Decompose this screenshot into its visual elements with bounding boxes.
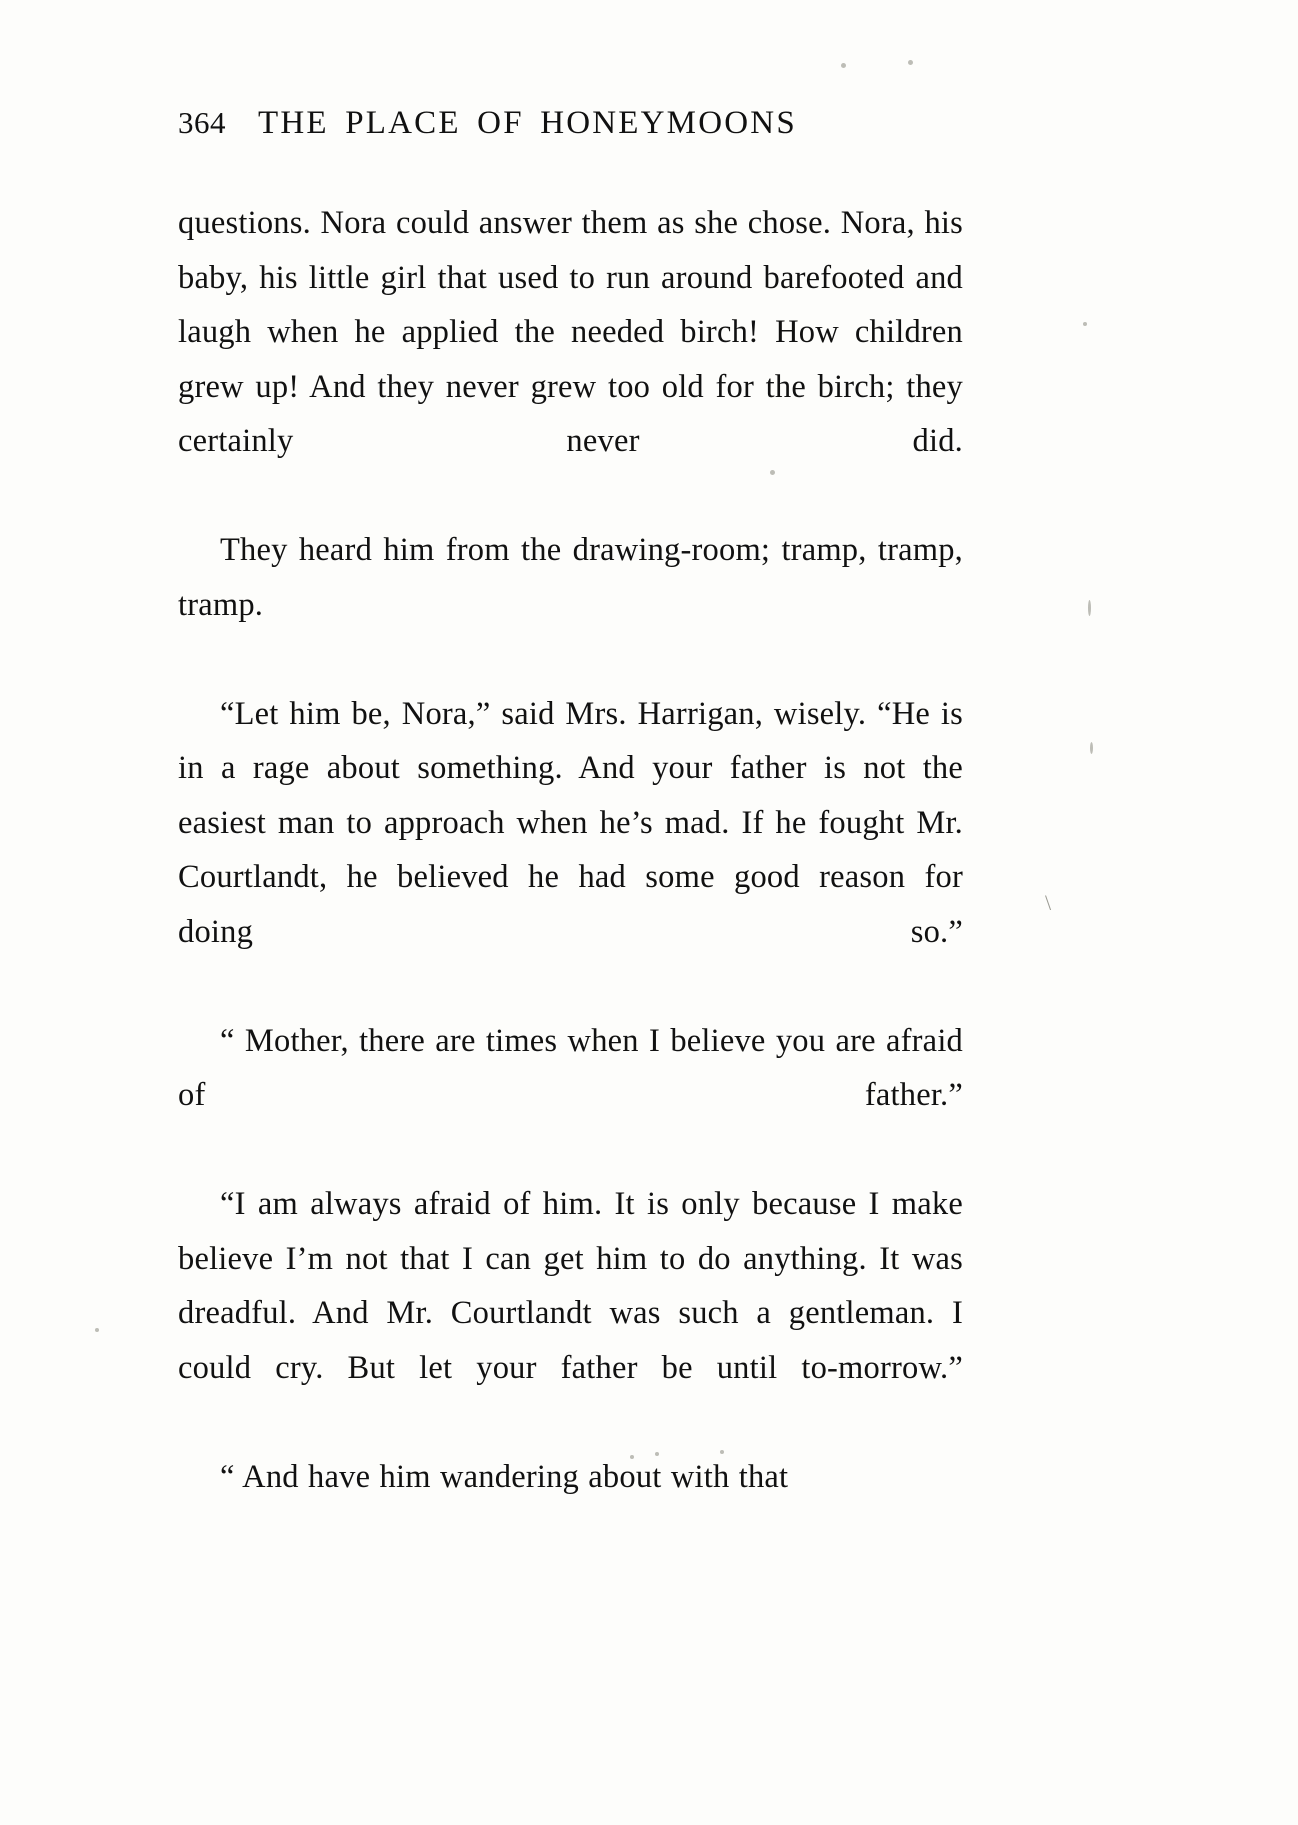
stray-pen-mark: \ (1045, 890, 1052, 915)
paragraph: questions. Nora could answer them as she chose. Nora, his baby, his little girl that used to run around barefooted and laugh when he applied the needed birch! How children grew up! And they never grew too old for the birch; they certainly never did. (178, 205, 963, 459)
paragraph: “ Mother, there are times when I believe you are afraid of father.” (178, 1022, 963, 1113)
paper-speck (908, 60, 913, 65)
paper-speck (720, 1450, 724, 1454)
paper-speck (1083, 322, 1087, 326)
paper-speck (655, 1452, 659, 1456)
page-number: 364 (178, 105, 226, 140)
paper-speck (95, 1328, 99, 1332)
running-title: THE PLACE OF HONEYMOONS (258, 105, 797, 141)
paper-speck (1088, 600, 1091, 616)
page-header (178, 105, 963, 142)
page-content (178, 105, 963, 1504)
paper-speck (841, 63, 846, 68)
paper-speck (630, 1455, 634, 1459)
paragraph: “ And have him wandering about with that (220, 1458, 789, 1495)
paragraph: “I am always afraid of him. It is only because I make believe I’m not that I can get him to do anything. It was dreadful. And Mr. Courtlandt was such a gentleman. I could cry. But let your father be until to-morrow.” (178, 1186, 963, 1386)
paper-speck (1090, 742, 1093, 754)
paragraph: They heard him from the drawing-room; tramp, tramp, tramp. (178, 532, 963, 623)
paragraph: “Let him be, Nora,” said Mrs. Harrigan, wisely. “He is in a rage about something. And your father is not the easiest man to approach when he’s mad. If he fought Mr. Courtlandt, he believed he had some good reason for doing so.” (178, 695, 963, 950)
paper-speck (770, 470, 775, 475)
